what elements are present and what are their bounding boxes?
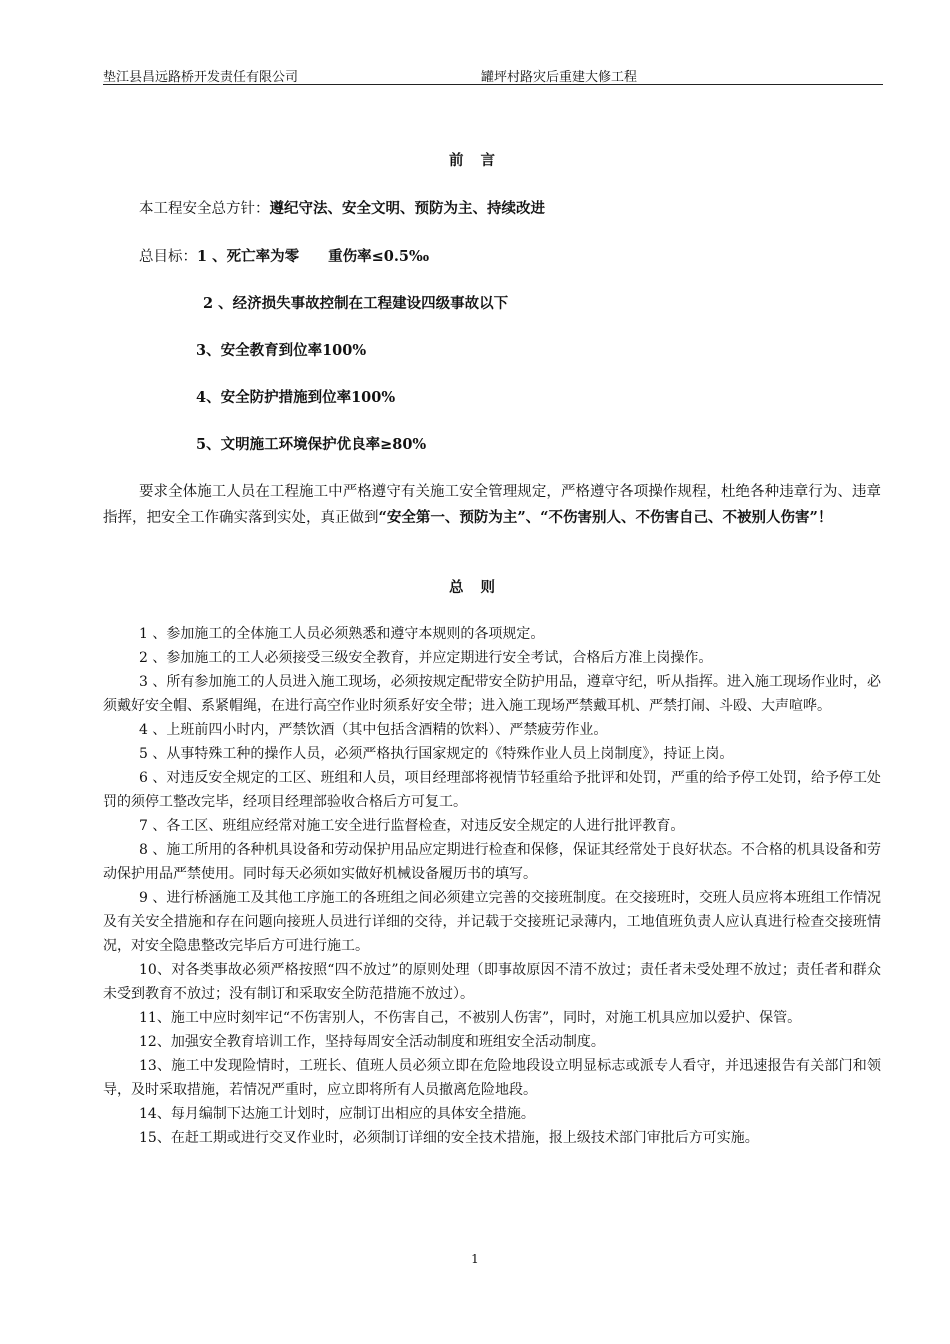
rule-item: 6 、对违反安全规定的工区、班组和人员，项目经理部将视情节轻重给予批评和处罚，严重的给予停工处罚，给予停工处罚的须停工整改完毕，经项目经理部验收合格后方可复工。 bbox=[103, 770, 881, 810]
requirement-paragraph bbox=[103, 479, 881, 531]
goal-1: 1 、死亡率为零 重伤率≤0.5‰ bbox=[197, 248, 430, 265]
goal-5: 5、文明施工环境保护优良率≥80% bbox=[196, 436, 427, 453]
general-title: 总 则 bbox=[448, 579, 502, 596]
rule-item: 12、加强安全教育培训工作，坚持每周安全活动制度和班组安全活动制度。 bbox=[139, 1034, 605, 1050]
goal-3: 3、安全教育到位率100% bbox=[196, 342, 367, 359]
preface-title: 前 言 bbox=[448, 152, 502, 169]
rules-list bbox=[0, 622, 881, 1150]
rule-item: 5 、从事特殊工种的操作人员，必须严格执行国家规定的《特殊作业人员上岗制度》，持证上岗。 bbox=[139, 746, 734, 762]
rule-item: 15、在赶工期或进行交叉作业时，必须制订详细的安全技术措施，报上级技术部门审批后方可实施。 bbox=[139, 1130, 759, 1146]
goal-2: 2 、经济损失事故控制在工程建设四级事故以下 bbox=[203, 295, 509, 312]
goal-label: 总目标： bbox=[139, 249, 197, 265]
rule-item: 10、对各类事故必须严格按照“四不放过”的原则处理（即事故原因不清不放过；责任者未受处理不放过；责任者和群众未受到教育不放过；没有制订和采取安全防范措施不放过）。 bbox=[103, 962, 881, 1002]
rule-item: 1 、参加施工的全体施工人员必须熟悉和遵守本规则的各项规定。 bbox=[139, 626, 545, 642]
page-number: 1 bbox=[471, 1252, 479, 1266]
goal-1-line bbox=[139, 245, 429, 266]
rule-item: 3 、所有参加施工的人员进入施工现场，必须按规定配带安全防护用品，遵章守纪，听从指挥。进入施工现场作业时，必须戴好安全帽、系紧帽绳，在进行高空作业时须系好安全带；进入施工现场严禁戴耳机、严禁打闹、斗殴、大声喧哗。 bbox=[103, 674, 881, 714]
rule-item: 8 、施工所用的各种机具设备和劳动保护用品应定期进行检查和保修，保证其经常处于良好状态。不合格的机具设备和劳动保护用品严禁使用。同时每天必须如实做好机械设备履历书的填写。 bbox=[103, 842, 881, 882]
policy-text: 遵纪守法、安全文明、预防为主、持续改进 bbox=[269, 200, 545, 217]
rule-item: 4 、上班前四小时内，严禁饮酒（其中包括含酒精的饮料）、严禁疲劳作业。 bbox=[139, 722, 608, 738]
rule-item: 7 、各工区、班组应经常对施工安全进行监督检查，对违反安全规定的人进行批评教育。 bbox=[139, 818, 685, 834]
goal-4: 4、安全防护措施到位率100% bbox=[196, 389, 396, 406]
rule-item: 2 、参加施工的工人必须接受三级安全教育，并应定期进行安全考试，合格后方准上岗操作。 bbox=[139, 650, 713, 666]
header-company: 垫江县昌远路桥开发责任有限公司 bbox=[103, 70, 299, 85]
policy-label: 本工程安全总方针： bbox=[139, 201, 270, 217]
rule-item: 11、施工中应时刻牢记“不伤害别人，不伤害自己，不被别人伤害”，同时，对施工机具应加以爱护、保管。 bbox=[139, 1010, 802, 1026]
rule-item: 13、施工中发现险情时，工班长、值班人员必须立即在危险地段设立明显标志或派专人看守，并迅速报告有关部门和领导，及时采取措施，若情况严重时，应立即将所有人员撤离危险地段。 bbox=[103, 1058, 881, 1098]
page-header bbox=[103, 64, 883, 85]
header-project: 罐坪村路灾后重建大修工程 bbox=[481, 70, 638, 85]
requirement-text: 要求全体施工人员在工程施工中严格遵守有关施工安全管理规定，严格遵守各项操作规程，杜绝各种违章行为、违章指挥，把安全工作确实落到实处，真正做到 bbox=[103, 484, 881, 526]
rule-item: 14、每月编制下达施工计划时，应制订出相应的具体安全措施。 bbox=[139, 1106, 535, 1122]
rule-item: 9 、进行桥涵施工及其他工序施工的各班组之间必须建立完善的交接班制度。在交接班时，交班人员应将本班组工作情况及有关安全措施和存在问题向接班人员进行详细的交待，并记载于交接班记录薄内，工地值班负责人应认真进行检查交接班情况，对安全隐患整改完毕后方可进行施工。 bbox=[103, 890, 881, 954]
requirement-bold: “安全第一、预防为主”、“不伤害别人、不伤害自己、不被别人伤害”！ bbox=[378, 509, 833, 526]
safety-policy bbox=[139, 197, 545, 218]
